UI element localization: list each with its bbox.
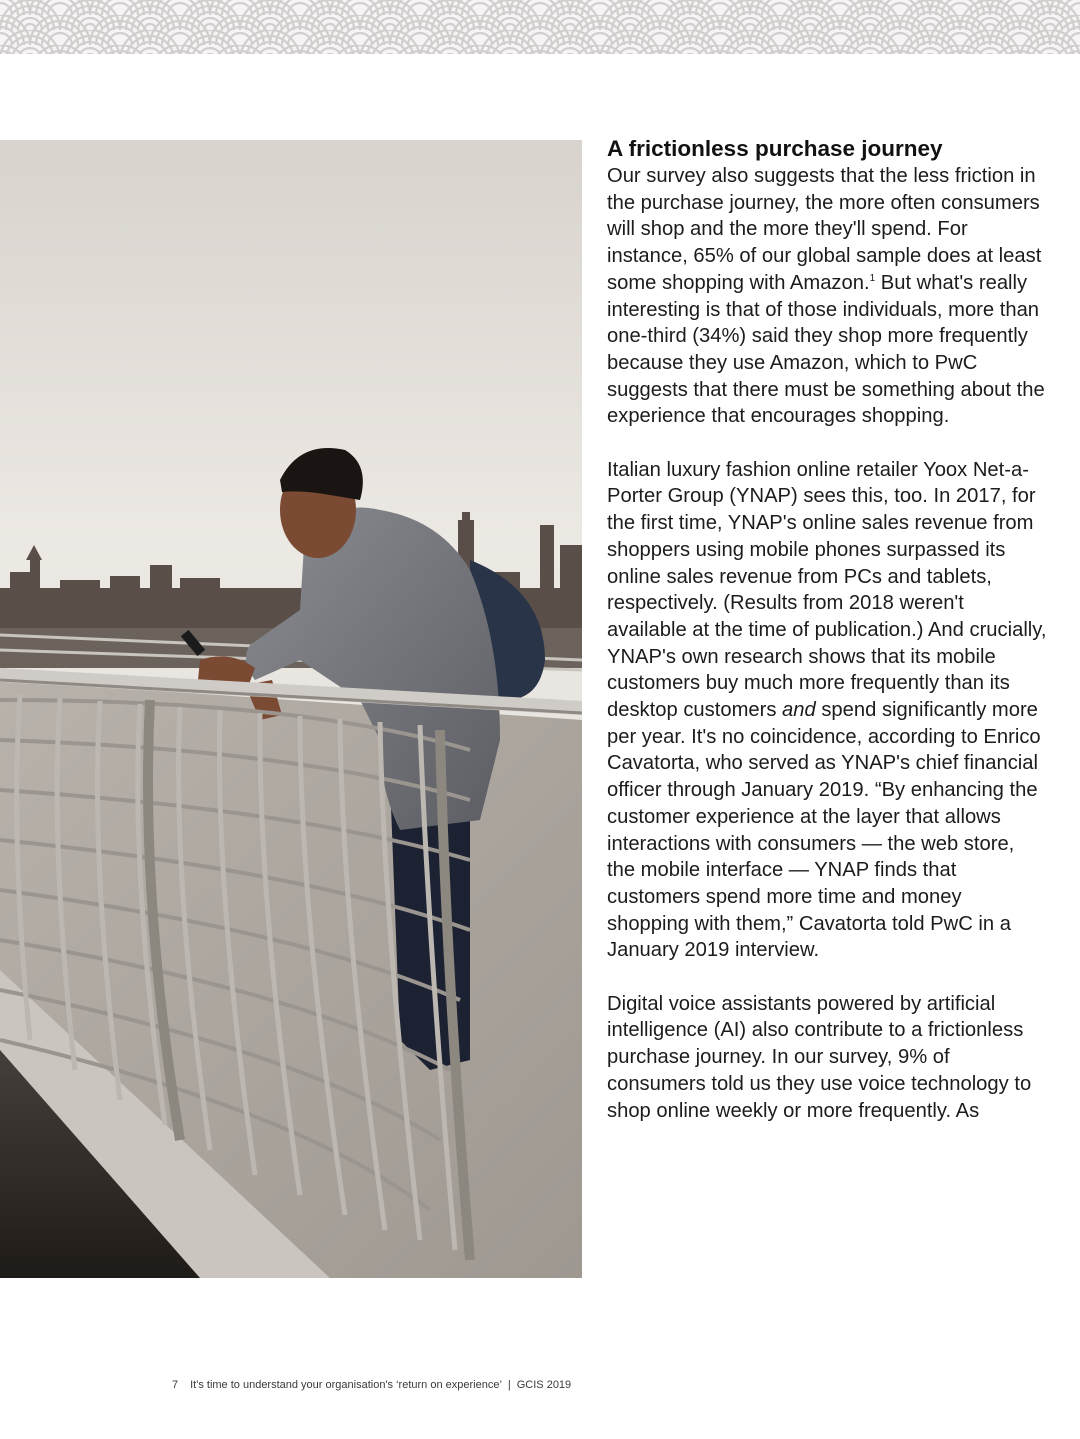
paragraph-amazon bbox=[607, 163, 1047, 430]
page-number: 7 bbox=[172, 1379, 179, 1391]
paragraph-ynap-text-end: spend significantly more per year. It's no coincidence, according to Enrico Cavatorta, who served as YNAP's chief financial officer through January 2019. “By enhancing the customer experience at the layer that allows interactions with consumers — the web store, the mobile interface — YNAP finds that customers spend more time and money shopping with them,” Cavatorta told PwC in a January 2019 interview. bbox=[607, 699, 1041, 962]
paragraph-amazon-text-start: Our survey also suggests that the less friction in the purchase journey, the more often consumers will shop and the more they'll spend. For instance, 65% of our global sample does at least some shopping with Amazon. bbox=[607, 165, 1042, 294]
page-footer bbox=[172, 1379, 571, 1391]
footer-title: It's time to understand your organisation's ‘return on experience’ bbox=[190, 1379, 502, 1391]
emphasis-and: and bbox=[782, 699, 816, 722]
footer-separator: | bbox=[507, 1379, 511, 1391]
footer-publication: GCIS 2019 bbox=[516, 1379, 572, 1391]
footnote-marker: 1 bbox=[869, 272, 876, 284]
hero-photo bbox=[0, 140, 582, 1278]
paragraph-ynap bbox=[607, 457, 1047, 964]
paragraph-amazon-text-end: But what's really interesting is that of those individuals, more than one-third (34%) said they shop more frequently because they use Amazon, which to PwC suggests that there must be something about the experience that encourages shopping. bbox=[607, 271, 1045, 428]
article-column bbox=[607, 135, 1047, 1124]
paragraph-voice-assistants: Digital voice assistants powered by artificial intelligence (AI) also contribute to a frictionless purchase journey. In our survey, 9% of consumers told us they use voice technology to shop online weekly or more frequently. As bbox=[607, 992, 1032, 1122]
waterfront-scene-illustration bbox=[0, 140, 582, 1278]
wave-pattern bbox=[0, 0, 1080, 54]
decorative-pattern-band bbox=[0, 0, 1080, 54]
paragraph-ynap-text-start: Italian luxury fashion online retailer Yoox Net-a-Porter Group (YNAP) sees this, too. In 2017, for the first time, YNAP's online sales revenue from shoppers using mobile phones surpassed its online sales revenue from PCs and tablets, respectively. (Results from 2018 weren't available at the time of publication.) And crucially, YNAP's own research shows that its mobile customers buy much more frequently than its desktop customers bbox=[607, 458, 1047, 722]
article-heading: A frictionless purchase journey bbox=[607, 136, 943, 161]
